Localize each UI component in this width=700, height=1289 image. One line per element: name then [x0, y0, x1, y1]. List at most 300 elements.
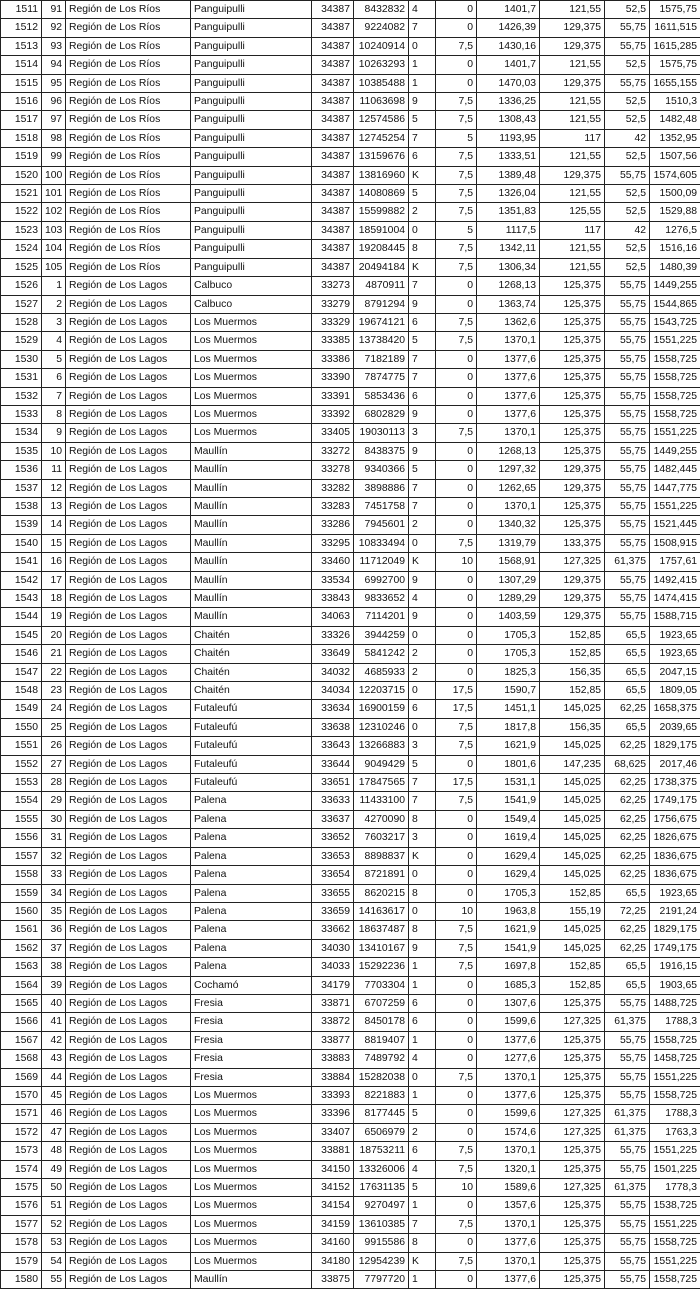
code-cell[interactable]: 34159: [312, 1215, 354, 1233]
value-a-cell[interactable]: 0: [436, 994, 477, 1012]
value-c-cell[interactable]: 121,55: [540, 93, 605, 111]
total-cell[interactable]: 1575,75: [650, 1, 700, 19]
region-cell[interactable]: Región de Los Lagos: [66, 1160, 191, 1178]
commune-cell[interactable]: Maullín: [191, 534, 312, 552]
commune-cell[interactable]: Maullín: [191, 571, 312, 589]
value-c-cell[interactable]: 121,55: [540, 1, 605, 19]
rut-cell[interactable]: 8221883: [354, 1086, 409, 1104]
value-c-cell[interactable]: 127,325: [540, 1013, 605, 1031]
value-d-cell[interactable]: 52,5: [605, 185, 650, 203]
check-digit-cell[interactable]: 2: [409, 516, 436, 534]
total-cell[interactable]: 1551,225: [650, 1252, 700, 1270]
commune-cell[interactable]: Chaitén: [191, 682, 312, 700]
region-cell[interactable]: Región de Los Lagos: [66, 1050, 191, 1068]
commune-cell[interactable]: Maullín: [191, 479, 312, 497]
commune-cell[interactable]: Maullín: [191, 516, 312, 534]
rut-cell[interactable]: 10240914: [354, 37, 409, 55]
value-c-cell[interactable]: 129,375: [540, 166, 605, 184]
row-number[interactable]: 1520: [1, 166, 42, 184]
rut-cell[interactable]: 8791294: [354, 295, 409, 313]
code-cell[interactable]: 33286: [312, 516, 354, 534]
item-number[interactable]: 104: [42, 240, 66, 258]
total-cell[interactable]: 2017,46: [650, 755, 700, 773]
rut-cell[interactable]: 11063698: [354, 93, 409, 111]
value-b-cell[interactable]: 1262,65: [477, 479, 540, 497]
total-cell[interactable]: 1474,415: [650, 590, 700, 608]
rut-cell[interactable]: 8898837: [354, 847, 409, 865]
code-cell[interactable]: 34160: [312, 1234, 354, 1252]
item-number[interactable]: 15: [42, 534, 66, 552]
check-digit-cell[interactable]: 5: [409, 755, 436, 773]
code-cell[interactable]: 33662: [312, 921, 354, 939]
check-digit-cell[interactable]: 7: [409, 369, 436, 387]
total-cell[interactable]: 2039,65: [650, 718, 700, 736]
value-a-cell[interactable]: 0: [436, 1086, 477, 1104]
code-cell[interactable]: 33633: [312, 792, 354, 810]
region-cell[interactable]: Región de Los Lagos: [66, 1068, 191, 1086]
item-number[interactable]: 103: [42, 221, 66, 239]
value-d-cell[interactable]: 55,75: [605, 74, 650, 92]
value-d-cell[interactable]: 72,25: [605, 902, 650, 920]
value-c-cell[interactable]: 152,85: [540, 682, 605, 700]
value-d-cell[interactable]: 55,75: [605, 350, 650, 368]
value-d-cell[interactable]: 55,75: [605, 479, 650, 497]
region-cell[interactable]: Región de Los Ríos: [66, 221, 191, 239]
value-d-cell[interactable]: 55,75: [605, 1215, 650, 1233]
code-cell[interactable]: 33386: [312, 350, 354, 368]
value-a-cell[interactable]: 0: [436, 1271, 477, 1289]
code-cell[interactable]: 33278: [312, 461, 354, 479]
total-cell[interactable]: 1558,725: [650, 1031, 700, 1049]
value-c-cell[interactable]: 125,375: [540, 1142, 605, 1160]
value-d-cell[interactable]: 65,5: [605, 976, 650, 994]
value-d-cell[interactable]: 55,75: [605, 1197, 650, 1215]
check-digit-cell[interactable]: 1: [409, 1271, 436, 1289]
value-b-cell[interactable]: 1401,7: [477, 56, 540, 74]
check-digit-cell[interactable]: 0: [409, 1068, 436, 1086]
code-cell[interactable]: 33634: [312, 700, 354, 718]
value-c-cell[interactable]: 125,375: [540, 387, 605, 405]
value-c-cell[interactable]: 125,375: [540, 1160, 605, 1178]
item-number[interactable]: 32: [42, 847, 66, 865]
item-number[interactable]: 5: [42, 350, 66, 368]
value-d-cell[interactable]: 62,25: [605, 829, 650, 847]
code-cell[interactable]: 33391: [312, 387, 354, 405]
region-cell[interactable]: Región de Los Ríos: [66, 129, 191, 147]
code-cell[interactable]: 33283: [312, 497, 354, 515]
region-cell[interactable]: Región de Los Lagos: [66, 369, 191, 387]
region-cell[interactable]: Región de Los Ríos: [66, 111, 191, 129]
value-b-cell[interactable]: 1470,03: [477, 74, 540, 92]
value-d-cell[interactable]: 55,75: [605, 295, 650, 313]
row-number[interactable]: 1537: [1, 479, 42, 497]
item-number[interactable]: 1: [42, 277, 66, 295]
item-number[interactable]: 17: [42, 571, 66, 589]
item-number[interactable]: 31: [42, 829, 66, 847]
commune-cell[interactable]: Los Muermos: [191, 1252, 312, 1270]
row-number[interactable]: 1575: [1, 1179, 42, 1197]
commune-cell[interactable]: Panguipulli: [191, 258, 312, 276]
item-number[interactable]: 97: [42, 111, 66, 129]
rut-cell[interactable]: 7451758: [354, 497, 409, 515]
commune-cell[interactable]: Los Muermos: [191, 313, 312, 331]
value-d-cell[interactable]: 65,5: [605, 884, 650, 902]
item-number[interactable]: 94: [42, 56, 66, 74]
code-cell[interactable]: 33329: [312, 313, 354, 331]
row-number[interactable]: 1526: [1, 277, 42, 295]
value-c-cell[interactable]: 145,025: [540, 921, 605, 939]
check-digit-cell[interactable]: 5: [409, 461, 436, 479]
code-cell[interactable]: 33638: [312, 718, 354, 736]
row-number[interactable]: 1552: [1, 755, 42, 773]
item-number[interactable]: 101: [42, 185, 66, 203]
region-cell[interactable]: Región de Los Lagos: [66, 405, 191, 423]
rut-cell[interactable]: 9915586: [354, 1234, 409, 1252]
item-number[interactable]: 16: [42, 553, 66, 571]
commune-cell[interactable]: Palena: [191, 939, 312, 957]
check-digit-cell[interactable]: 0: [409, 221, 436, 239]
region-cell[interactable]: Región de Los Lagos: [66, 1031, 191, 1049]
item-number[interactable]: 20: [42, 626, 66, 644]
check-digit-cell[interactable]: 7: [409, 277, 436, 295]
code-cell[interactable]: 33385: [312, 332, 354, 350]
total-cell[interactable]: 1276,5: [650, 221, 700, 239]
value-b-cell[interactable]: 1333,51: [477, 148, 540, 166]
commune-cell[interactable]: Fresia: [191, 1031, 312, 1049]
rut-cell[interactable]: 13738420: [354, 332, 409, 350]
check-digit-cell[interactable]: 5: [409, 1179, 436, 1197]
value-a-cell[interactable]: 0: [436, 1234, 477, 1252]
item-number[interactable]: 39: [42, 976, 66, 994]
code-cell[interactable]: 34180: [312, 1252, 354, 1270]
commune-cell[interactable]: Palena: [191, 829, 312, 847]
region-cell[interactable]: Región de Los Lagos: [66, 847, 191, 865]
value-d-cell[interactable]: 55,75: [605, 369, 650, 387]
check-digit-cell[interactable]: 0: [409, 626, 436, 644]
commune-cell[interactable]: Los Muermos: [191, 1160, 312, 1178]
commune-cell[interactable]: Panguipulli: [191, 37, 312, 55]
value-c-cell[interactable]: 145,025: [540, 810, 605, 828]
value-a-cell[interactable]: 0: [436, 663, 477, 681]
region-cell[interactable]: Región de Los Lagos: [66, 663, 191, 681]
code-cell[interactable]: 34387: [312, 166, 354, 184]
total-cell[interactable]: 1492,415: [650, 571, 700, 589]
value-b-cell[interactable]: 1697,8: [477, 958, 540, 976]
row-number[interactable]: 1545: [1, 626, 42, 644]
value-d-cell[interactable]: 55,75: [605, 442, 650, 460]
item-number[interactable]: 28: [42, 774, 66, 792]
value-c-cell[interactable]: 127,325: [540, 1105, 605, 1123]
value-a-cell[interactable]: 0: [436, 755, 477, 773]
value-b-cell[interactable]: 1340,32: [477, 516, 540, 534]
check-digit-cell[interactable]: 7: [409, 19, 436, 37]
check-digit-cell[interactable]: 9: [409, 295, 436, 313]
row-number[interactable]: 1517: [1, 111, 42, 129]
code-cell[interactable]: 33405: [312, 424, 354, 442]
value-b-cell[interactable]: 1357,6: [477, 1197, 540, 1215]
value-d-cell[interactable]: 55,75: [605, 405, 650, 423]
rut-cell[interactable]: 9270497: [354, 1197, 409, 1215]
total-cell[interactable]: 1829,175: [650, 921, 700, 939]
code-cell[interactable]: 34032: [312, 663, 354, 681]
region-cell[interactable]: Región de Los Lagos: [66, 921, 191, 939]
region-cell[interactable]: Región de Los Lagos: [66, 829, 191, 847]
value-d-cell[interactable]: 55,75: [605, 497, 650, 515]
check-digit-cell[interactable]: 3: [409, 829, 436, 847]
value-b-cell[interactable]: 1307,29: [477, 571, 540, 589]
row-number[interactable]: 1541: [1, 553, 42, 571]
total-cell[interactable]: 1923,65: [650, 884, 700, 902]
value-c-cell[interactable]: 121,55: [540, 111, 605, 129]
value-a-cell[interactable]: 0: [436, 866, 477, 884]
commune-cell[interactable]: Los Muermos: [191, 1123, 312, 1141]
commune-cell[interactable]: Palena: [191, 847, 312, 865]
value-b-cell[interactable]: 1362,6: [477, 313, 540, 331]
value-d-cell[interactable]: 65,5: [605, 626, 650, 644]
code-cell[interactable]: 34387: [312, 148, 354, 166]
row-number[interactable]: 1535: [1, 442, 42, 460]
commune-cell[interactable]: Los Muermos: [191, 350, 312, 368]
code-cell[interactable]: 34387: [312, 37, 354, 55]
rut-cell[interactable]: 5853436: [354, 387, 409, 405]
total-cell[interactable]: 1538,725: [650, 1197, 700, 1215]
total-cell[interactable]: 1508,915: [650, 534, 700, 552]
commune-cell[interactable]: Maullín: [191, 497, 312, 515]
value-d-cell[interactable]: 52,5: [605, 240, 650, 258]
row-number[interactable]: 1529: [1, 332, 42, 350]
row-number[interactable]: 1578: [1, 1234, 42, 1252]
rut-cell[interactable]: 3898886: [354, 479, 409, 497]
check-digit-cell[interactable]: 9: [409, 608, 436, 626]
total-cell[interactable]: 1788,3: [650, 1013, 700, 1031]
value-a-cell[interactable]: 0: [436, 884, 477, 902]
check-digit-cell[interactable]: 4: [409, 1, 436, 19]
total-cell[interactable]: 1588,715: [650, 608, 700, 626]
item-number[interactable]: 54: [42, 1252, 66, 1270]
rut-cell[interactable]: 8438375: [354, 442, 409, 460]
rut-cell[interactable]: 19674121: [354, 313, 409, 331]
region-cell[interactable]: Región de Los Ríos: [66, 37, 191, 55]
value-d-cell[interactable]: 55,75: [605, 313, 650, 331]
check-digit-cell[interactable]: 3: [409, 737, 436, 755]
region-cell[interactable]: Región de Los Ríos: [66, 240, 191, 258]
value-a-cell[interactable]: 7,5: [436, 424, 477, 442]
region-cell[interactable]: Región de Los Lagos: [66, 387, 191, 405]
rut-cell[interactable]: 7945601: [354, 516, 409, 534]
value-a-cell[interactable]: 0: [436, 590, 477, 608]
value-b-cell[interactable]: 1817,8: [477, 718, 540, 736]
commune-cell[interactable]: Fresia: [191, 1013, 312, 1031]
code-cell[interactable]: 33534: [312, 571, 354, 589]
value-d-cell[interactable]: 68,625: [605, 755, 650, 773]
value-d-cell[interactable]: 55,75: [605, 1050, 650, 1068]
rut-cell[interactable]: 9049429: [354, 755, 409, 773]
code-cell[interactable]: 33272: [312, 442, 354, 460]
value-d-cell[interactable]: 55,75: [605, 1142, 650, 1160]
value-a-cell[interactable]: 17,5: [436, 682, 477, 700]
row-number[interactable]: 1547: [1, 663, 42, 681]
value-b-cell[interactable]: 1268,13: [477, 277, 540, 295]
code-cell[interactable]: 34033: [312, 958, 354, 976]
item-number[interactable]: 48: [42, 1142, 66, 1160]
item-number[interactable]: 26: [42, 737, 66, 755]
value-b-cell[interactable]: 1377,6: [477, 1031, 540, 1049]
total-cell[interactable]: 1558,725: [650, 405, 700, 423]
code-cell[interactable]: 33390: [312, 369, 354, 387]
region-cell[interactable]: Región de Los Lagos: [66, 571, 191, 589]
value-a-cell[interactable]: 0: [436, 295, 477, 313]
total-cell[interactable]: 1558,725: [650, 387, 700, 405]
value-c-cell[interactable]: 145,025: [540, 700, 605, 718]
value-a-cell[interactable]: 0: [436, 387, 477, 405]
commune-cell[interactable]: Los Muermos: [191, 1086, 312, 1104]
commune-cell[interactable]: Calbuco: [191, 277, 312, 295]
value-c-cell[interactable]: 121,55: [540, 240, 605, 258]
total-cell[interactable]: 1521,445: [650, 516, 700, 534]
value-d-cell[interactable]: 62,25: [605, 810, 650, 828]
check-digit-cell[interactable]: 4: [409, 1160, 436, 1178]
value-c-cell[interactable]: 125,375: [540, 1252, 605, 1270]
value-b-cell[interactable]: 1430,16: [477, 37, 540, 55]
row-number[interactable]: 1516: [1, 93, 42, 111]
check-digit-cell[interactable]: 7: [409, 479, 436, 497]
code-cell[interactable]: 33651: [312, 774, 354, 792]
value-d-cell[interactable]: 62,25: [605, 737, 650, 755]
region-cell[interactable]: Región de Los Lagos: [66, 682, 191, 700]
rut-cell[interactable]: 19208445: [354, 240, 409, 258]
commune-cell[interactable]: Los Muermos: [191, 1197, 312, 1215]
item-number[interactable]: 25: [42, 718, 66, 736]
region-cell[interactable]: Región de Los Lagos: [66, 332, 191, 350]
row-number[interactable]: 1515: [1, 74, 42, 92]
commune-cell[interactable]: Los Muermos: [191, 1179, 312, 1197]
total-cell[interactable]: 1916,15: [650, 958, 700, 976]
check-digit-cell[interactable]: 2: [409, 645, 436, 663]
value-a-cell[interactable]: 17,5: [436, 700, 477, 718]
rut-cell[interactable]: 15292236: [354, 958, 409, 976]
region-cell[interactable]: Región de Los Ríos: [66, 56, 191, 74]
value-c-cell[interactable]: 129,375: [540, 37, 605, 55]
value-d-cell[interactable]: 62,25: [605, 847, 650, 865]
value-d-cell[interactable]: 55,75: [605, 1271, 650, 1289]
value-b-cell[interactable]: 1589,6: [477, 1179, 540, 1197]
check-digit-cell[interactable]: 7: [409, 350, 436, 368]
rut-cell[interactable]: 6506979: [354, 1123, 409, 1141]
check-digit-cell[interactable]: 7: [409, 774, 436, 792]
value-c-cell[interactable]: 145,025: [540, 847, 605, 865]
check-digit-cell[interactable]: 2: [409, 1123, 436, 1141]
item-number[interactable]: 13: [42, 497, 66, 515]
value-b-cell[interactable]: 1336,25: [477, 93, 540, 111]
item-number[interactable]: 40: [42, 994, 66, 1012]
row-number[interactable]: 1527: [1, 295, 42, 313]
value-b-cell[interactable]: 1549,4: [477, 810, 540, 828]
value-b-cell[interactable]: 1403,59: [477, 608, 540, 626]
row-number[interactable]: 1533: [1, 405, 42, 423]
rut-cell[interactable]: 7489792: [354, 1050, 409, 1068]
rut-cell[interactable]: 6992700: [354, 571, 409, 589]
value-c-cell[interactable]: 155,19: [540, 902, 605, 920]
item-number[interactable]: 7: [42, 387, 66, 405]
value-a-cell[interactable]: 0: [436, 1013, 477, 1031]
value-a-cell[interactable]: 0: [436, 497, 477, 515]
value-b-cell[interactable]: 1541,9: [477, 939, 540, 957]
rut-cell[interactable]: 10385488: [354, 74, 409, 92]
value-b-cell[interactable]: 1193,95: [477, 129, 540, 147]
check-digit-cell[interactable]: 7: [409, 129, 436, 147]
item-number[interactable]: 95: [42, 74, 66, 92]
code-cell[interactable]: 33872: [312, 1013, 354, 1031]
value-c-cell[interactable]: 152,85: [540, 645, 605, 663]
value-a-cell[interactable]: 0: [436, 350, 477, 368]
total-cell[interactable]: 1544,865: [650, 295, 700, 313]
code-cell[interactable]: 33295: [312, 534, 354, 552]
commune-cell[interactable]: Panguipulli: [191, 1, 312, 19]
code-cell[interactable]: 34387: [312, 185, 354, 203]
region-cell[interactable]: Región de Los Lagos: [66, 442, 191, 460]
code-cell[interactable]: 34034: [312, 682, 354, 700]
commune-cell[interactable]: Fresia: [191, 1050, 312, 1068]
row-number[interactable]: 1580: [1, 1271, 42, 1289]
rut-cell[interactable]: 4685933: [354, 663, 409, 681]
value-c-cell[interactable]: 129,375: [540, 590, 605, 608]
value-d-cell[interactable]: 52,5: [605, 93, 650, 111]
item-number[interactable]: 37: [42, 939, 66, 957]
rut-cell[interactable]: 11712049: [354, 553, 409, 571]
value-b-cell[interactable]: 1705,3: [477, 645, 540, 663]
item-number[interactable]: 8: [42, 405, 66, 423]
commune-cell[interactable]: Maullín: [191, 553, 312, 571]
value-a-cell[interactable]: 0: [436, 369, 477, 387]
code-cell[interactable]: 33883: [312, 1050, 354, 1068]
check-digit-cell[interactable]: 7: [409, 792, 436, 810]
item-number[interactable]: 23: [42, 682, 66, 700]
row-number[interactable]: 1555: [1, 810, 42, 828]
value-b-cell[interactable]: 1621,9: [477, 921, 540, 939]
row-number[interactable]: 1562: [1, 939, 42, 957]
rut-cell[interactable]: 17631135: [354, 1179, 409, 1197]
commune-cell[interactable]: Los Muermos: [191, 387, 312, 405]
value-d-cell[interactable]: 62,25: [605, 774, 650, 792]
value-a-cell[interactable]: 7,5: [436, 792, 477, 810]
total-cell[interactable]: 1655,155: [650, 74, 700, 92]
total-cell[interactable]: 1449,255: [650, 442, 700, 460]
total-cell[interactable]: 1480,39: [650, 258, 700, 276]
value-c-cell[interactable]: 125,375: [540, 350, 605, 368]
item-number[interactable]: 55: [42, 1271, 66, 1289]
row-number[interactable]: 1532: [1, 387, 42, 405]
row-number[interactable]: 1572: [1, 1123, 42, 1141]
value-c-cell[interactable]: 145,025: [540, 939, 605, 957]
total-cell[interactable]: 1447,775: [650, 479, 700, 497]
code-cell[interactable]: 33279: [312, 295, 354, 313]
value-c-cell[interactable]: 145,025: [540, 774, 605, 792]
rut-cell[interactable]: 9833652: [354, 590, 409, 608]
item-number[interactable]: 45: [42, 1086, 66, 1104]
code-cell[interactable]: 34387: [312, 74, 354, 92]
check-digit-cell[interactable]: 9: [409, 405, 436, 423]
value-d-cell[interactable]: 55,75: [605, 1252, 650, 1270]
item-number[interactable]: 6: [42, 369, 66, 387]
value-a-cell[interactable]: 7,5: [436, 921, 477, 939]
value-d-cell[interactable]: 55,75: [605, 516, 650, 534]
code-cell[interactable]: 33877: [312, 1031, 354, 1049]
total-cell[interactable]: 1749,175: [650, 939, 700, 957]
check-digit-cell[interactable]: 0: [409, 534, 436, 552]
total-cell[interactable]: 1763,3: [650, 1123, 700, 1141]
value-c-cell[interactable]: 121,55: [540, 185, 605, 203]
check-digit-cell[interactable]: 5: [409, 332, 436, 350]
